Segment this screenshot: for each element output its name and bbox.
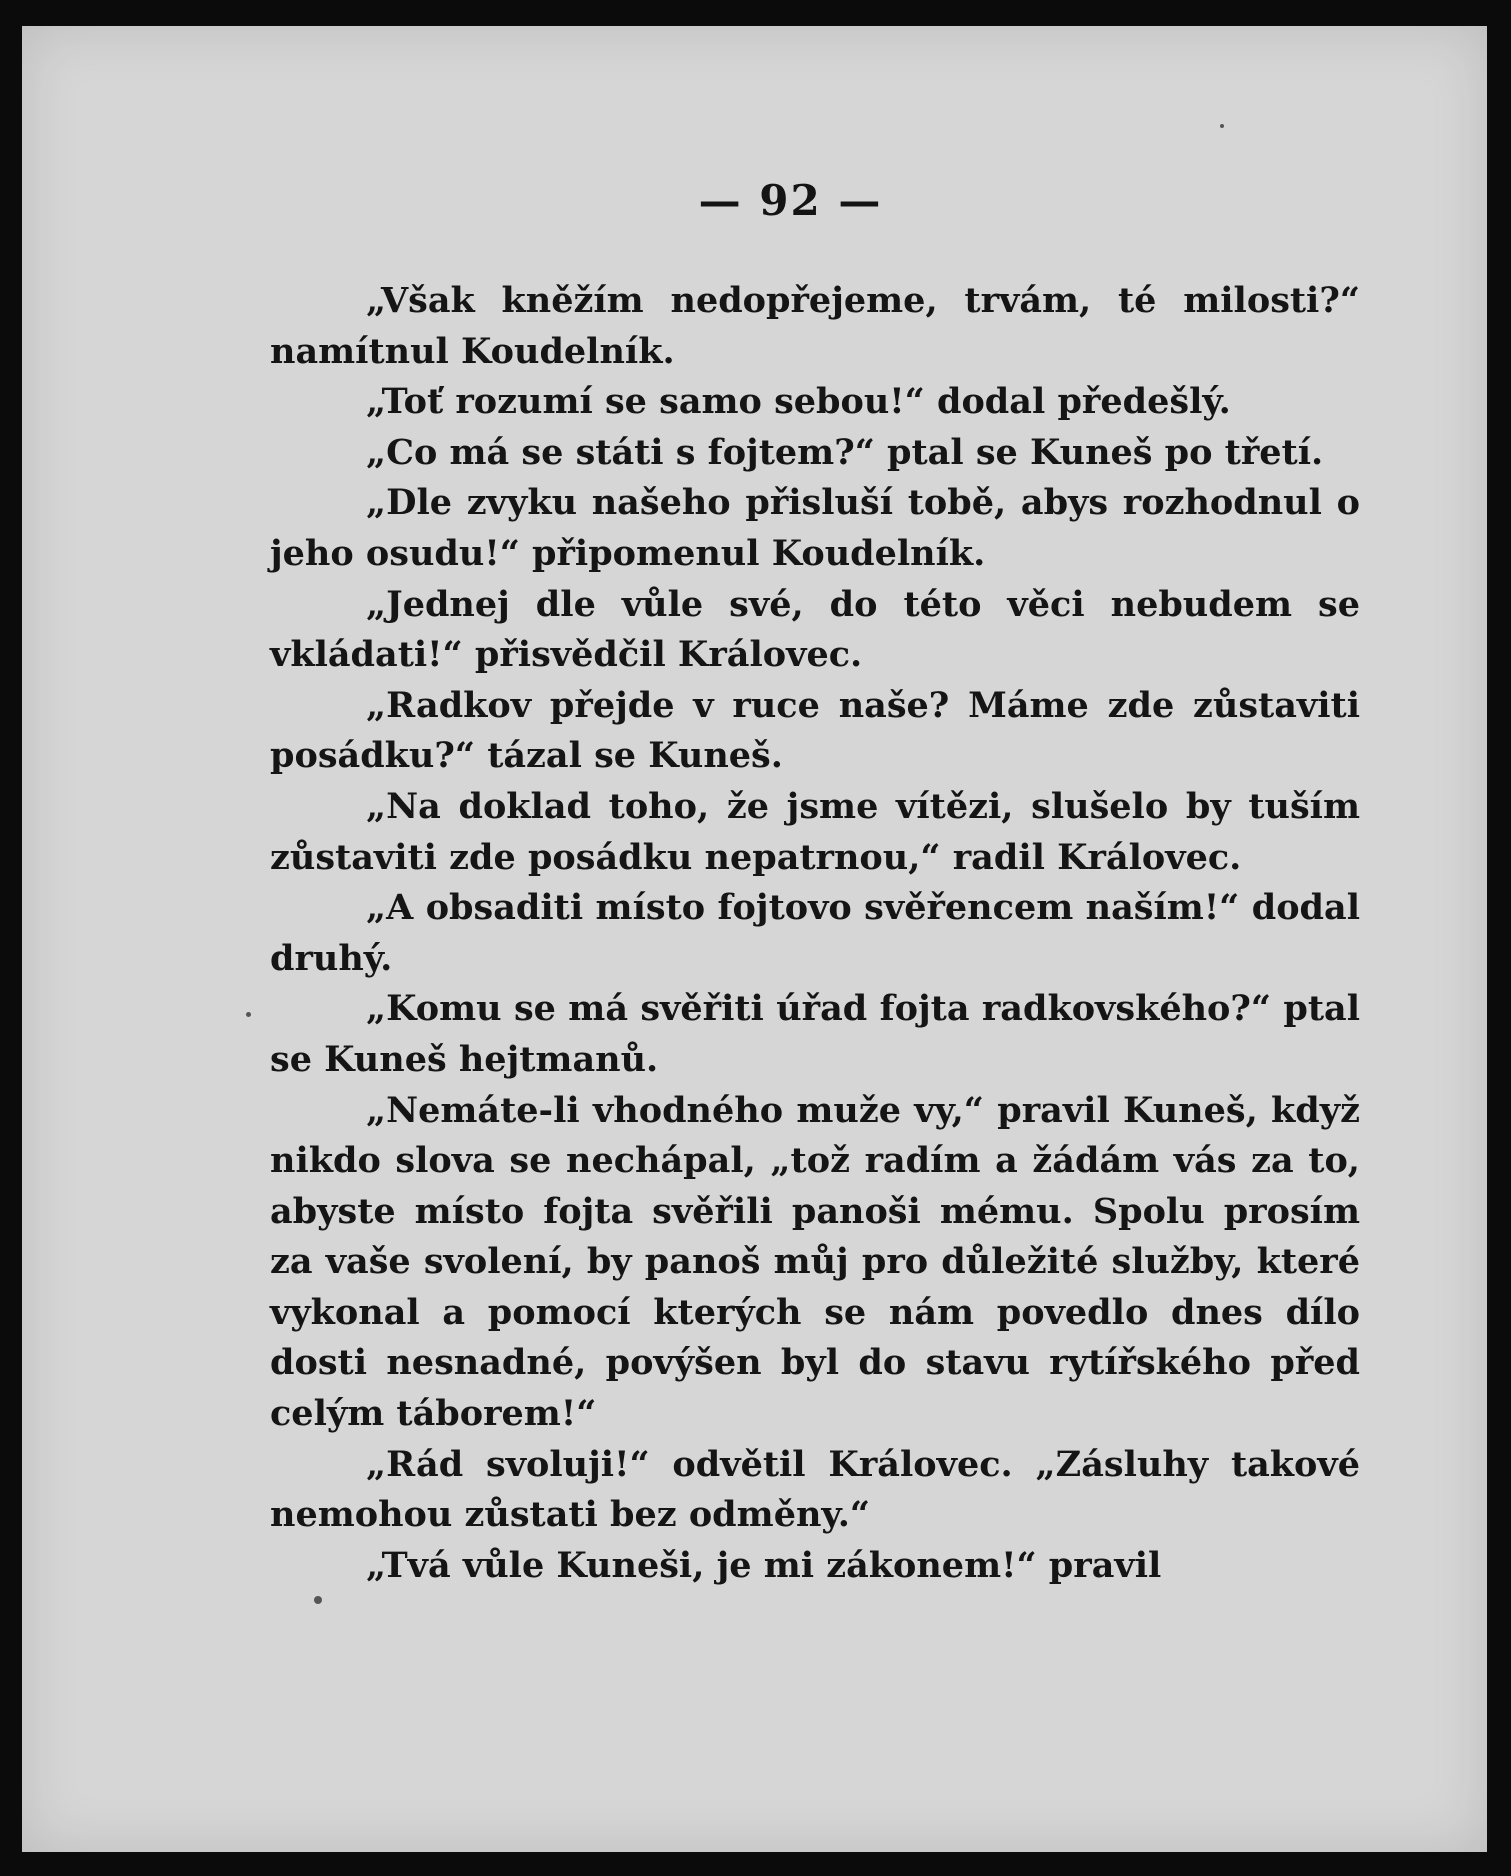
paragraph-1: „Však kněžím nedopřejeme, trvám, té milosti?“ namítnul Koudelník. <box>270 280 1360 372</box>
paragraph-9: „Komu se má svěřiti úřad fojta radkovského?“ ptal se Kuneš hejtmanů. <box>270 988 1360 1080</box>
paragraph-12: „Tvá vůle Kuneši, je mi zákonem!“ pravil <box>366 1544 1162 1586</box>
paragraph-11: „Rád svoluji!“ odvětil Královec. „Zásluhy takové nemohou zůstati bez odměny.“ <box>270 1443 1360 1536</box>
paragraph-7: „Na doklad toho, že jsme vítězi, slušelo by tuším zůstaviti zde posádku nepatrnou,“ radil Královec. <box>270 785 1360 878</box>
ink-speck <box>246 1012 251 1017</box>
paragraph-3: „Co má se státi s fojtem?“ ptal se Kuneš po třetí. <box>366 431 1324 473</box>
paragraph-10: „Nemáte-li vhodného muže vy,“ pravil Kuneš, když nikdo slova se nechápal, „tož radím a žádám vás za to, abyste místo fojta svěřili panoši mému. Spolu prosím za vaše svolení, by panoš můj pro důležité služby, které vykonal a pomocí kterých se nám povedlo dnes dílo dosti nesnadné, povýšen byl do stavu rytířského před celým táborem!“ <box>270 1089 1360 1435</box>
page-number: — 92 — <box>698 176 883 225</box>
paragraph-8: „A obsaditi místo fojtovo svěřencem naším!“ dodal druhý. <box>270 887 1360 979</box>
paragraph-4: „Dle zvyku našeho přisluší tobě, abys rozhodnul o jeho osudu!“ připomenul Koudelník. <box>270 482 1360 574</box>
ink-speck <box>1220 124 1224 128</box>
paragraph-2: „Toť rozumí se samo sebou!“ dodal předešlý. <box>366 381 1231 423</box>
ink-speck <box>314 1596 322 1604</box>
page-text <box>270 276 1360 1591</box>
paragraph-5: „Jednej dle vůle své, do této věci nebudem se vkládati!“ přisvědčil Královec. <box>270 583 1360 676</box>
paragraph-6: „Radkov přejde v ruce naše? Máme zde zůstaviti posádku?“ tázal se Kuneš. <box>270 684 1360 777</box>
book-page <box>22 26 1487 1852</box>
